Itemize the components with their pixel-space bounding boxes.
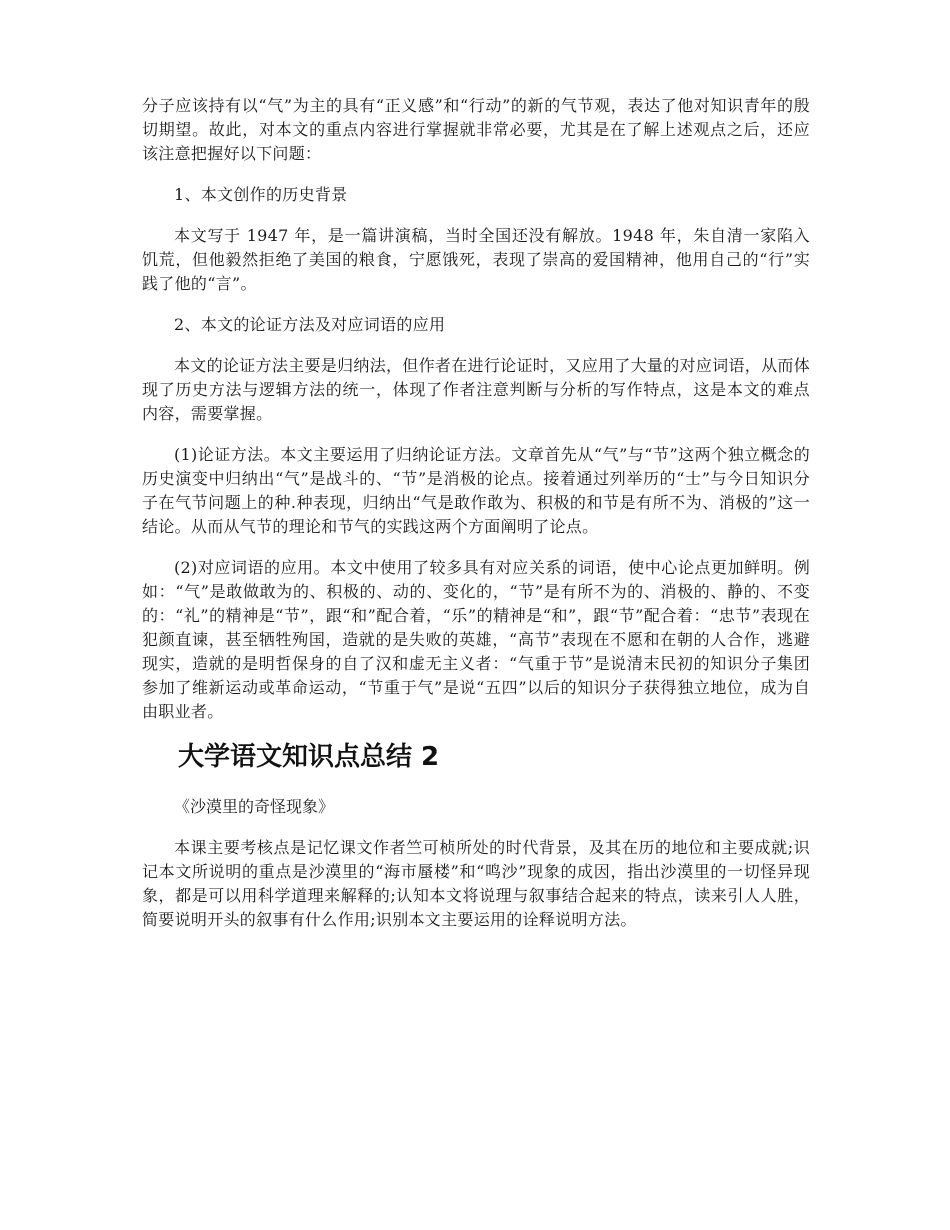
list-item-history-background: 1、本文创作的历史背景 [174,185,348,204]
list-item-argument-method: 2、本文的论证方法及对应词语的应用 [174,315,446,334]
paragraph-lesson-summary: 本课主要考核点是记忆课文作者竺可桢所处的时代背景，及其在历的地位和主要成就;识记本文所说明的重点是沙漠里的“海市蜃楼”和“鸣沙”现象的成因，指出沙漠里的一切怪异现象，都是可以用科学道理来解释的;认知本文将说理与叙事结合起来的特点，读来引人人胜，简要说明开头的叙事有什么作用;识别本文主要运用的诠释说明方法。 [142,838,810,929]
document-body [142,94,810,949]
paragraph-history: 本文写于 1947 年，是一篇讲演稿，当时全国还没有解放。1948 年，朱自清一家陷入饥荒，但他毅然拒绝了美国的粮食，宁愿饿死，表现了崇高的爱国精神，他用自己的“行”实践了他的“言”。 [142,226,810,293]
paragraph-argument-overview: 本文的论证方法主要是归纳法，但作者在进行论证时，又应用了大量的对应词语，从而体现了历史方法与逻辑方法的统一，体现了作者注意判断与分析的写作特点，这是本文的难点内容，需要掌握。 [142,356,810,423]
paragraph-continuation: 分子应该持有以“气”为主的具有“正义感”和“行动”的新的气节观，表达了他对知识青年的殷切期望。故此，对本文的重点内容进行掌握就非常必要，尤其是在了解上述观点之后，还应该注意把握好以下问题： [142,96,810,163]
paragraph-argument-method: (1)论证方法。本文主要运用了归纳论证方法。文章首先从“气”与“节”这两个独立概念的历史演变中归纳出“气”是战斗的、“节”是消极的论点。接着通过列举历的“士”与今日知识分子在气节问题上的种.种表现，归纳出“气是敢作敢为、积极的和节是有所不为、消极的”这一结论。从而从气节的理论和节气的实践这两个方面阐明了论点。 [142,445,810,536]
section-heading: 大学语文知识点总结 2 [178,742,440,772]
lesson-title: 《沙漠里的奇怪现象》 [174,797,335,816]
paragraph-corresponding-words: (2)对应词语的应用。本文中使用了较多具有对应关系的词语，使中心论点更加鲜明。例如：“气”是敢做敢为的、积极的、动的、变化的，“节”是有所不为的、消极的、静的、不变的：“礼”的精神是“节”，跟“和”配合着，“乐”的精神是“和”，跟“节”配合着：“忠节”表现在犯颜直谏，甚至牺牲殉国，造就的是失败的英雄，“高节”表现在不愿和在朝的人合作，逃避现实，造就的是明哲保身的自了汉和虚无主义者：“气重于节”是说清末民初的知识分子集团参加了维新运动或革命运动，“节重于气”是说“五四”以后的知识分子获得独立地位，成为自由职业者。 [142,558,810,721]
